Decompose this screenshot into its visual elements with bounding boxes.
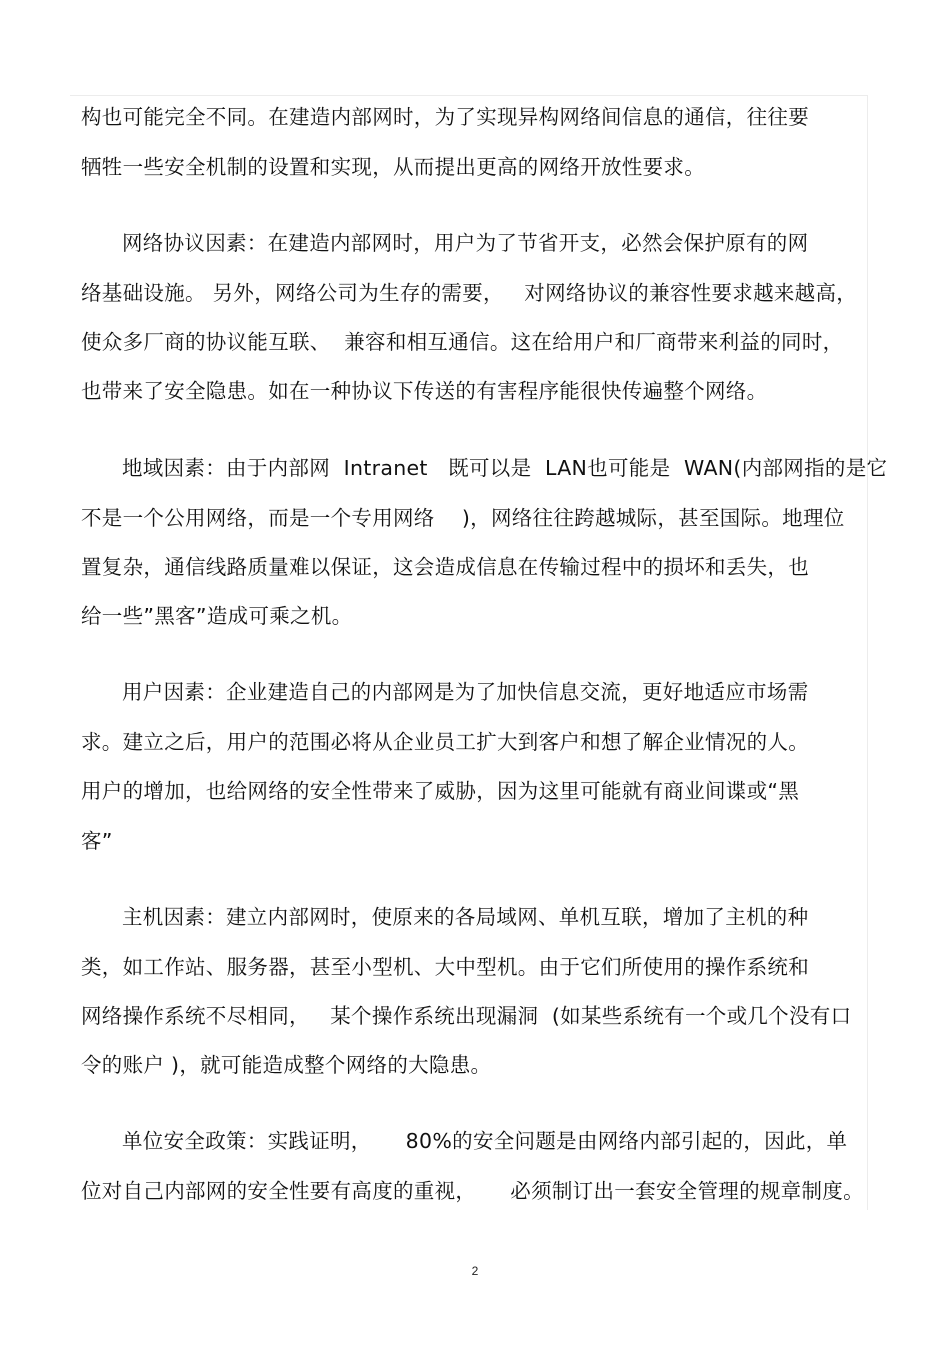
paragraph-start-network-protocol: 网络协议因素：在建造内部网时，用户为了节省开支，必然会保护原有的网 (122, 231, 809, 255)
paragraph-start-host: 主机因素：建立内部网时，使原来的各局域网、单机互联，增加了主机的种 (122, 905, 809, 929)
text-line: 使众多厂商的协议能互联、 兼容和相互通信。这在给用户和厂商带来利益的同时， (81, 330, 844, 354)
page-number: 2 (471, 1264, 479, 1278)
paragraph-start-geography: 地域因素：由于内部网 Intranet 既可以是 LAN也可能是 WAN(内部网指的是它 (122, 456, 888, 480)
text-line: 令的账户 )，就可能造成整个网络的大隐患。 (81, 1053, 492, 1077)
page-frame (70, 95, 868, 1210)
text-line: 络基础设施。 另外，网络公司为生存的需要， 对网络协议的兼容性要求越来越高， (81, 281, 858, 305)
text-line: 网络操作系统不尽相同， 某个操作系统出现漏洞 (如某些系统有一个或几个没有口 (81, 1004, 852, 1028)
text-line: 客” (81, 829, 113, 853)
paragraph-start-security-policy: 单位安全政策：实践证明， 80%的安全问题是由网络内部引起的，因此，单 (122, 1129, 848, 1153)
text-line: 不是一个公用网络，而是一个专用网络 )，网络往往跨越城际，甚至国际。地理位 (81, 506, 845, 530)
text-line: 类，如工作站、服务器，甚至小型机、大中型机。由于它们所使用的操作系统和 (81, 955, 809, 979)
text-line: 置复杂，通信线路质量难以保证，这会造成信息在传输过程中的损坏和丢失，也 (81, 555, 809, 579)
text-line: 位对自己内部网的安全性要有高度的重视， 必须制订出一套安全管理的规章制度。 (81, 1179, 864, 1203)
text-line: 构也可能完全不同。在建造内部网时，为了实现异构网络间信息的通信，往往要 (81, 105, 809, 129)
text-line: 牺牲一些安全机制的设置和实现，从而提出更高的网络开放性要求。 (81, 155, 705, 179)
text-line: 用户的增加，也给网络的安全性带来了威胁，因为这里可能就有商业间谍或“黑 (81, 779, 800, 803)
text-line: 给一些”黑客”造成可乘之机。 (81, 604, 353, 628)
text-line: 求。建立之后，用户的范围必将从企业员工扩大到客户和想了解企业情况的人。 (81, 730, 809, 754)
text-line: 也带来了安全隐患。如在一种协议下传送的有害程序能很快传遍整个网络。 (81, 379, 768, 403)
paragraph-start-users: 用户因素：企业建造自己的内部网是为了加快信息交流，更好地适应市场需 (122, 680, 809, 704)
